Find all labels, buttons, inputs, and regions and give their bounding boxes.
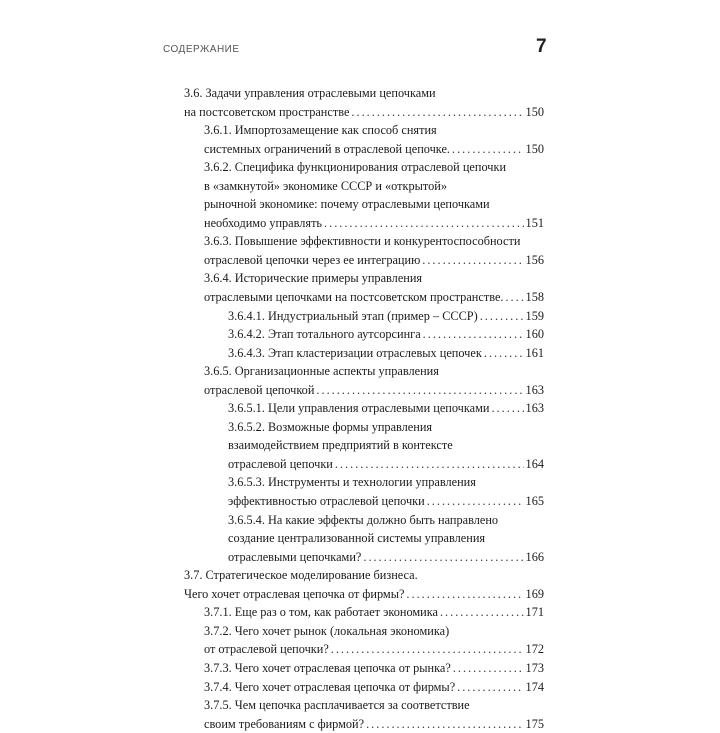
dot-leader <box>324 214 524 233</box>
toc-line <box>184 177 544 196</box>
toc-page-number: 161 <box>525 345 544 360</box>
toc-line <box>184 158 544 177</box>
toc-entry-text: от отраслевой цепочки? <box>204 642 329 657</box>
dot-leader <box>480 307 524 326</box>
toc-page-number: 164 <box>525 456 544 471</box>
toc-line <box>184 418 544 437</box>
toc-line <box>184 103 544 122</box>
toc-line <box>184 603 544 622</box>
dot-leader <box>406 585 523 604</box>
toc-line <box>184 492 544 511</box>
toc-entry-text: 3.6.4.3. Этап кластеризации отраслевых цепочек <box>228 345 482 360</box>
toc-page-number: 171 <box>525 605 544 620</box>
dot-leader <box>427 492 524 511</box>
toc-entry-text: 3.6.3. Повышение эффективности и конкурентоспособности <box>204 234 521 249</box>
toc-line <box>184 511 544 530</box>
toc-line <box>184 381 544 400</box>
toc-line <box>184 585 544 604</box>
toc-page-number: 159 <box>525 308 544 323</box>
toc-entry-text: 3.7.1. Еще раз о том, как работает экономика <box>204 605 438 620</box>
toc-line <box>184 436 544 455</box>
dot-leader <box>457 678 523 697</box>
toc-entry-text: отраслевой цепочкой <box>204 382 315 397</box>
dot-leader <box>423 325 524 344</box>
toc-page-number: 158 <box>525 290 544 305</box>
toc-page-number: 156 <box>525 252 544 267</box>
toc-line <box>184 84 544 103</box>
dot-leader <box>366 715 523 733</box>
toc-entry-text: 3.6.5.1. Цели управления отраслевыми цепочками <box>228 401 490 416</box>
dot-leader <box>484 344 524 363</box>
toc-line <box>184 548 544 567</box>
toc-entry-text: 3.6.5.4. На какие эффекты должно быть направлено <box>228 512 499 527</box>
dot-leader <box>335 455 524 474</box>
toc-page-number: 166 <box>525 549 544 564</box>
toc-entry-text: в «замкнутой» экономике СССР и «открытой» <box>204 178 447 193</box>
toc-line <box>184 140 544 159</box>
toc-entry-text: 3.6. Задачи управления отраслевыми цепочками <box>184 86 436 100</box>
toc-line <box>184 399 544 418</box>
toc-line <box>184 325 544 344</box>
toc-page-number: 163 <box>525 382 544 397</box>
toc-page-number: 174 <box>525 679 544 694</box>
toc-line <box>184 715 544 733</box>
dot-leader <box>452 140 524 159</box>
dot-leader <box>363 548 523 567</box>
toc-entry-text: эффективностью отраслевой цепочки <box>228 494 425 509</box>
toc-page-number: 151 <box>525 215 544 230</box>
toc-entry-text: необходимо управлять <box>204 215 323 230</box>
toc-entry-text: Чего хочет отраслевая цепочка от фирмы? <box>184 586 405 601</box>
toc-entry-text: 3.6.4.2. Этап тотального аутсорсинга <box>228 327 421 342</box>
toc-line <box>184 232 544 251</box>
toc-line <box>184 622 544 641</box>
dot-leader <box>422 251 523 270</box>
toc-entry-text: 3.7.4. Чего хочет отраслевая цепочка от фирмы? <box>204 679 456 694</box>
toc-line <box>184 696 544 715</box>
toc-page-number: 160 <box>525 327 544 342</box>
dot-leader <box>505 288 523 307</box>
toc-entry-text: 3.6.5. Организационные аспекты управления <box>204 364 439 379</box>
toc-page-number: 172 <box>525 642 544 657</box>
toc-line <box>184 566 544 585</box>
toc-line <box>184 362 544 381</box>
table-of-contents <box>184 84 544 733</box>
toc-line <box>184 288 544 307</box>
toc-entry-text: 3.6.2. Специфика функционирования отраслевой цепочки <box>204 160 507 175</box>
toc-entry-text: 3.7. Стратегическое моделирование бизнеса. <box>184 568 418 583</box>
toc-entry-text: 3.7.5. Чем цепочка расплачивается за соответствие <box>204 698 470 713</box>
toc-page-number: 150 <box>525 141 544 156</box>
dot-leader <box>491 399 523 418</box>
toc-line <box>184 678 544 697</box>
toc-entry-text: отраслевой цепочки через ее интеграцию <box>204 252 421 267</box>
toc-entry-text: 3.6.5.2. Возможные формы управления <box>228 419 433 434</box>
toc-entry-text: взаимодействием предприятий в контексте <box>228 438 453 453</box>
toc-entry-text: 3.6.5.3. Инструменты и технологии управления <box>228 475 476 490</box>
toc-line <box>184 344 544 363</box>
toc-line <box>184 455 544 474</box>
toc-line <box>184 121 544 140</box>
toc-entry-text: создание централизованной системы управления <box>228 531 486 546</box>
toc-entry-text: своим требованиям с фирмой? <box>204 716 365 731</box>
toc-line <box>184 307 544 326</box>
dot-leader <box>440 603 524 622</box>
toc-entry-text: на постсоветском пространстве <box>184 104 350 119</box>
page-number: 7 <box>536 36 547 57</box>
toc-page-number: 163 <box>525 401 544 416</box>
toc-page-number: 150 <box>525 104 544 119</box>
dot-leader <box>316 381 523 400</box>
toc-line <box>184 473 544 492</box>
toc-line <box>184 214 544 233</box>
toc-line <box>184 269 544 288</box>
toc-entry-text: 3.7.2. Чего хочет рынок (локальная экономика) <box>204 623 450 638</box>
dot-leader <box>331 640 524 659</box>
dot-leader <box>453 659 524 678</box>
toc-page-number: 175 <box>525 716 544 731</box>
toc-page-number: 169 <box>525 586 544 601</box>
toc-line <box>184 659 544 678</box>
dot-leader <box>351 103 523 122</box>
toc-entry-text: отраслевыми цепочками? <box>228 549 362 564</box>
toc-entry-text: 3.7.3. Чего хочет отраслевая цепочка от рынка? <box>204 660 451 675</box>
toc-entry-text: системных ограничений в отраслевой цепочке. <box>204 141 451 156</box>
toc-line <box>184 529 544 548</box>
toc-entry-text: 3.6.1. Импортозамещение как способ снятия <box>204 123 437 138</box>
toc-page-number: 165 <box>525 494 544 509</box>
toc-line <box>184 251 544 270</box>
toc-line <box>184 195 544 214</box>
running-head: СОДЕРЖАНИЕ <box>163 44 240 55</box>
toc-entry-text: рыночной экономике: почему отраслевыми цепочками <box>204 197 490 212</box>
toc-entry-text: 3.6.4.1. Индустриальный этап (пример – СССР) <box>228 308 478 323</box>
toc-entry-text: отраслевой цепочки <box>228 456 333 471</box>
toc-entry-text: отраслевыми цепочками на постсоветском пространстве. <box>204 290 504 305</box>
toc-line <box>184 640 544 659</box>
toc-entry-text: 3.6.4. Исторические примеры управления <box>204 271 423 286</box>
toc-page-number: 173 <box>525 660 544 675</box>
